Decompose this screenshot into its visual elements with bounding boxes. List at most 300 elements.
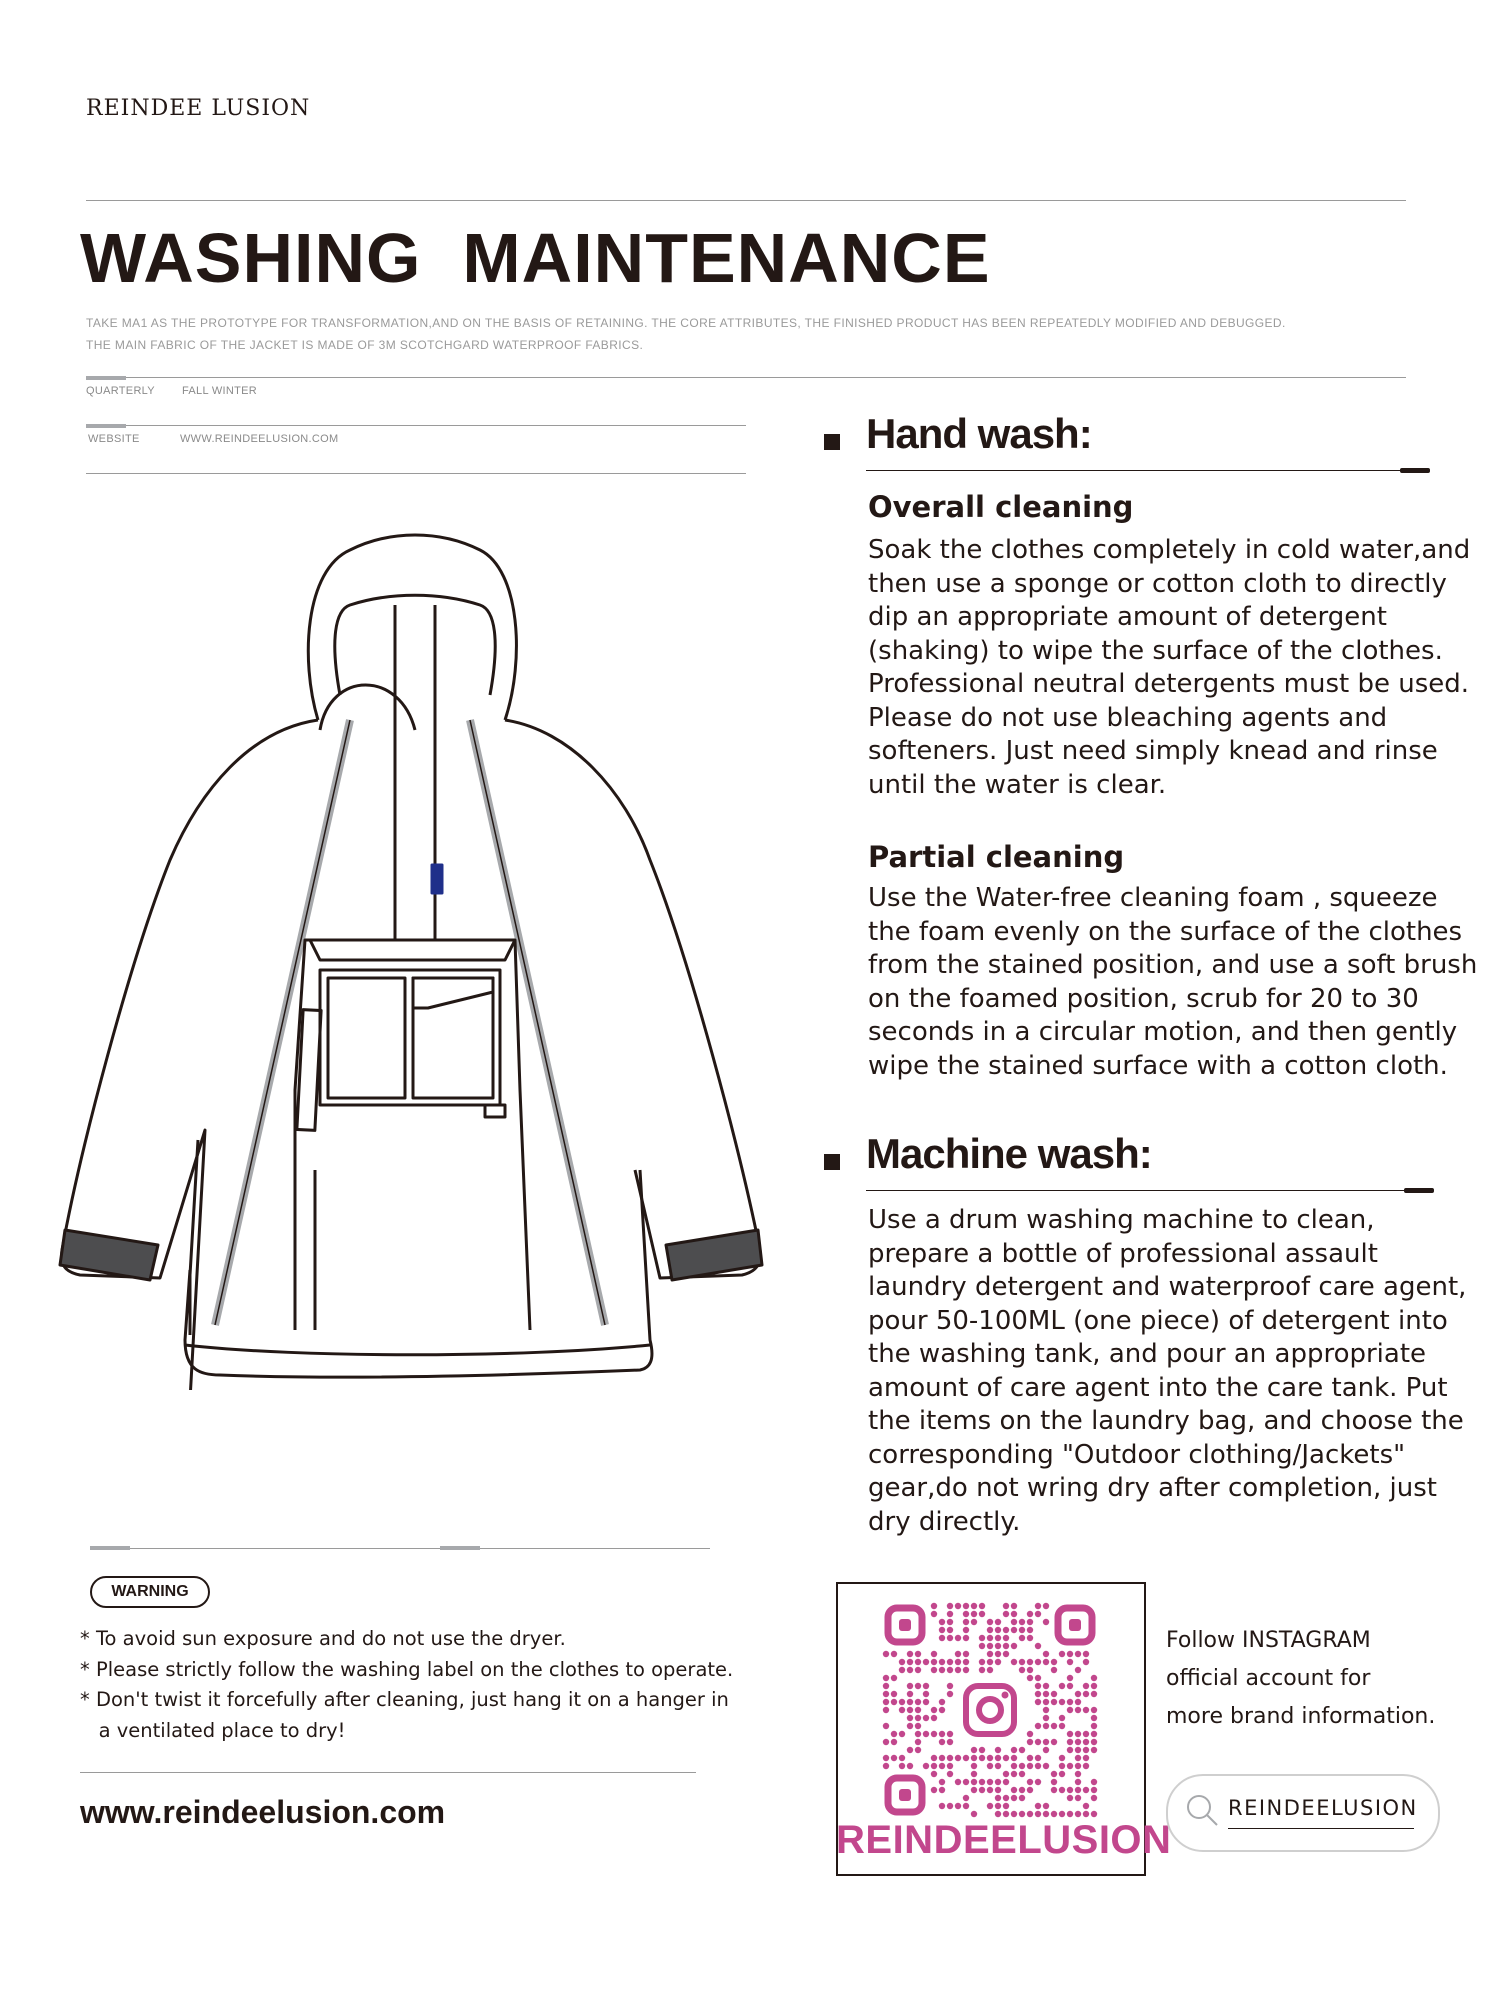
qr-dot [899, 1699, 905, 1705]
qr-dot [1019, 1627, 1025, 1633]
qr-dot [939, 1667, 945, 1673]
qr-dot [1019, 1635, 1025, 1641]
qr-dot [939, 1739, 945, 1745]
qr-dot [971, 1779, 977, 1785]
qr-dot [1027, 1755, 1033, 1761]
website-value: WWW.REINDEELUSION.COM [180, 433, 339, 445]
qr-dot [1091, 1811, 1097, 1817]
warning-item: * Don't twist it forcefully after cleaning, just hang it on a hanger in [80, 1688, 729, 1711]
website-label: WEBSITE [88, 433, 140, 445]
qr-dot [1003, 1755, 1009, 1761]
qr-dot [1003, 1651, 1009, 1657]
qr-dot [907, 1763, 913, 1769]
qr-dot [955, 1659, 961, 1665]
qr-dot [1003, 1635, 1009, 1641]
qr-dot [907, 1659, 913, 1665]
underline-end-mark [1400, 468, 1430, 473]
qr-dot [1067, 1707, 1073, 1713]
qr-dot [1019, 1795, 1025, 1801]
qr-dot [971, 1603, 977, 1609]
qr-dot [931, 1707, 937, 1713]
qr-dot [1043, 1803, 1049, 1809]
qr-dot [1091, 1675, 1097, 1681]
qr-dot [1091, 1715, 1097, 1721]
qr-dot [1011, 1627, 1017, 1633]
qr-dot [1003, 1771, 1009, 1777]
partial-cleaning-title: Partial cleaning [868, 840, 1125, 874]
qr-dot [1003, 1779, 1009, 1785]
qr-dot [1067, 1731, 1073, 1737]
qr-dot [883, 1707, 889, 1713]
qr-dot [891, 1699, 897, 1705]
qr-dot [979, 1779, 985, 1785]
qr-dot [1083, 1763, 1089, 1769]
qr-dot [1043, 1739, 1049, 1745]
qr-dot [1091, 1795, 1097, 1801]
meta-divider [86, 473, 746, 474]
qr-dot [1043, 1763, 1049, 1769]
qr-dot [947, 1619, 953, 1625]
qr-dot [1035, 1659, 1041, 1665]
qr-dot [931, 1763, 937, 1769]
qr-dot [1019, 1763, 1025, 1769]
qr-dot [1059, 1723, 1065, 1729]
qr-dot [939, 1635, 945, 1641]
qr-dot [883, 1651, 889, 1657]
qr-dot [907, 1683, 913, 1689]
qr-dot [1067, 1795, 1073, 1801]
qr-dot [987, 1659, 993, 1665]
qr-dot [1091, 1787, 1097, 1793]
qr-dot [915, 1699, 921, 1705]
qr-dot [1003, 1811, 1009, 1817]
qr-dot [1011, 1619, 1017, 1625]
qr-dot [915, 1747, 921, 1753]
qr-dot [995, 1795, 1001, 1801]
partial-cleaning-text: Use the Water-free cleaning foam , squeeze the foam evenly on the surface of the clothes from the stained position, and use a soft brush on the foamed position, scrub for 20 to 30 seconds in a circular motion, and then gently wipe the stained surface with a cotton cloth. [868, 883, 1478, 1081]
qr-dot [915, 1707, 921, 1713]
qr-dot [971, 1811, 977, 1817]
qr-dot [955, 1603, 961, 1609]
qr-dot [1083, 1691, 1089, 1697]
qr-dot [899, 1667, 905, 1673]
qr-dot [1011, 1659, 1017, 1665]
search-text: REINDEELUSION [1228, 1796, 1418, 1820]
qr-dot [1083, 1659, 1089, 1665]
qr-dot [971, 1755, 977, 1761]
qr-dot [1019, 1619, 1025, 1625]
qr-dot [963, 1795, 969, 1801]
search-icon [1182, 1790, 1222, 1830]
qr-dot [1091, 1707, 1097, 1713]
qr-dot [923, 1715, 929, 1721]
meta-tick [86, 424, 126, 428]
qr-dot [899, 1755, 905, 1761]
qr-dot [1075, 1771, 1081, 1777]
qr-dot [963, 1627, 969, 1633]
qr-dot [1035, 1675, 1041, 1681]
follow-line: official account for [1166, 1666, 1371, 1691]
quarterly-label: QUARTERLY [86, 385, 155, 397]
qr-dot [1027, 1779, 1033, 1785]
qr-dot [1091, 1723, 1097, 1729]
qr-dot [1067, 1747, 1073, 1753]
qr-dot [947, 1763, 953, 1769]
qr-dot [1083, 1731, 1089, 1737]
qr-dot [923, 1659, 929, 1665]
jacket-icon [50, 530, 780, 1390]
qr-dot [1011, 1763, 1017, 1769]
divider-tick [440, 1546, 480, 1550]
qr-dot [1043, 1723, 1049, 1729]
qr-dot [915, 1659, 921, 1665]
qr-dot [1035, 1643, 1041, 1649]
qr-dot [947, 1755, 953, 1761]
qr-dot [971, 1787, 977, 1793]
qr-dot [1075, 1811, 1081, 1817]
divider-tick [90, 1546, 130, 1550]
qr-dot [1051, 1787, 1057, 1793]
qr-dot [1083, 1755, 1089, 1761]
qr-dot [1027, 1675, 1033, 1681]
qr-dot [1075, 1779, 1081, 1785]
qr-dot [1051, 1691, 1057, 1697]
qr-dot [955, 1779, 961, 1785]
qr-dot [915, 1683, 921, 1689]
qr-dot [1027, 1731, 1033, 1737]
qr-dot [1067, 1659, 1073, 1665]
qr-dot [955, 1651, 961, 1657]
qr-dot [1067, 1739, 1073, 1745]
qr-dot [931, 1755, 937, 1761]
qr-dot [987, 1643, 993, 1649]
website-url[interactable]: www.reindeelusion.com [80, 1794, 446, 1830]
qr-dot [1059, 1755, 1065, 1761]
qr-dot [1091, 1683, 1097, 1689]
qr-dot [1003, 1603, 1009, 1609]
qr-dot [1091, 1731, 1097, 1737]
qr-dot [907, 1747, 913, 1753]
qr-dot [1035, 1723, 1041, 1729]
qr-dot [1043, 1683, 1049, 1689]
qr-dot [1075, 1691, 1081, 1697]
qr-dot [979, 1747, 985, 1753]
qr-dot [1011, 1643, 1017, 1649]
page-title: WASHING MAINTENANCE [80, 219, 991, 297]
qr-dot [1075, 1651, 1081, 1657]
qr-dot [979, 1603, 985, 1609]
qr-dot [923, 1683, 929, 1689]
qr-dot [883, 1723, 889, 1729]
qr-dot [1043, 1603, 1049, 1609]
qr-dot [947, 1667, 953, 1673]
qr-dot [1035, 1611, 1041, 1617]
qr-dot [891, 1675, 897, 1681]
qr-dot [1011, 1787, 1017, 1793]
qr-dot [1019, 1747, 1025, 1753]
qr-dot [1075, 1739, 1081, 1745]
qr-dot [987, 1763, 993, 1769]
qr-dot [963, 1635, 969, 1641]
qr-dot [1075, 1731, 1081, 1737]
qr-dot [1091, 1739, 1097, 1745]
qr-dot [987, 1651, 993, 1657]
qr-dot [1043, 1619, 1049, 1625]
qr-dot [987, 1627, 993, 1633]
qr-dot [1083, 1651, 1089, 1657]
qr-dot [1027, 1739, 1033, 1745]
qr-dot [1035, 1739, 1041, 1745]
bullet-square-icon [824, 434, 840, 450]
qr-dot [1019, 1771, 1025, 1777]
qr-dot [947, 1683, 953, 1689]
qr-dot [1019, 1811, 1025, 1817]
qr-dot [979, 1611, 985, 1617]
qr-dot [1011, 1603, 1017, 1609]
warning-divider [80, 1772, 696, 1773]
qr-dot [1075, 1755, 1081, 1761]
qr-dot [955, 1667, 961, 1673]
qr-dot [883, 1739, 889, 1745]
qr-dot [939, 1731, 945, 1737]
qr-dot [1075, 1763, 1081, 1769]
qr-dot [1051, 1771, 1057, 1777]
qr-dot [1091, 1691, 1097, 1697]
hand-wash-underline [866, 470, 1426, 471]
qr-dot [1075, 1795, 1081, 1801]
qr-dot [1043, 1659, 1049, 1665]
qr-dot [963, 1667, 969, 1673]
warning-item: * Please strictly follow the washing label on the clothes to operate. [80, 1657, 734, 1681]
qr-dot [1011, 1771, 1017, 1777]
qr-dot [971, 1611, 977, 1617]
bullet-square-icon [824, 1154, 840, 1170]
qr-dot [907, 1691, 913, 1697]
qr-dot [1035, 1803, 1041, 1809]
qr-dot [1059, 1715, 1065, 1721]
section-divider [90, 1548, 710, 1549]
qr-dot [1027, 1763, 1033, 1769]
qr-dot [995, 1643, 1001, 1649]
intro-line-1: TAKE MA1 AS THE PROTOTYPE FOR TRANSFORMATION,AND ON THE BASIS OF RETAINING. THE CORE ATTRIBUTES, THE FINISHED PRODUCT HAS BEEN REPEATEDLY MODIFIED AND DEBUGGED. [86, 316, 1286, 330]
qr-dot [963, 1611, 969, 1617]
qr-dot [891, 1739, 897, 1745]
qr-dot [915, 1651, 921, 1657]
qr-brand-label: REINDEELUSION [836, 1818, 1172, 1862]
qr-dot [1075, 1787, 1081, 1793]
qr-code[interactable] [880, 1600, 1100, 1820]
qr-dot [947, 1635, 953, 1641]
qr-dot [955, 1635, 961, 1641]
meta-tick [86, 376, 126, 380]
qr-dot [931, 1651, 937, 1657]
qr-dot [979, 1755, 985, 1761]
warning-badge: WARNING [90, 1576, 210, 1608]
qr-dot [1035, 1763, 1041, 1769]
qr-dot [1043, 1715, 1049, 1721]
qr-dot [931, 1667, 937, 1673]
qr-dot [1083, 1707, 1089, 1713]
qr-dot [1067, 1763, 1073, 1769]
qr-dot [1043, 1691, 1049, 1697]
qr-dot [1091, 1747, 1097, 1753]
qr-dot [1003, 1627, 1009, 1633]
machine-wash-heading: Machine wash: [866, 1130, 1152, 1177]
machine-wash-text: Use a drum washing machine to clean, prepare a bottle of professional assault laundry detergent and waterproof care agent, pour 50-100ML (one piece) of detergent into the washing tank, and pour an appropriate amount of care agent into the care tank. Put the items on the laundry bag, and choose the corresponding "Outdoor clothing/Jackets" gear,do not wring dry after completion, just dry directly. [868, 1205, 1467, 1537]
qr-dot [931, 1787, 937, 1793]
qr-dot [939, 1619, 945, 1625]
qr-dot [883, 1675, 889, 1681]
qr-dot [987, 1619, 993, 1625]
qr-dot [907, 1715, 913, 1721]
qr-dot [1059, 1787, 1065, 1793]
qr-dot [979, 1787, 985, 1793]
qr-dot [971, 1747, 977, 1753]
qr-dot [995, 1803, 1001, 1809]
qr-dot [947, 1627, 953, 1633]
qr-dot [915, 1739, 921, 1745]
qr-dot [915, 1667, 921, 1673]
qr-dot [939, 1787, 945, 1793]
qr-dot [1019, 1659, 1025, 1665]
qr-dot [1027, 1787, 1033, 1793]
qr-dot [995, 1659, 1001, 1665]
qr-dot [1011, 1811, 1017, 1817]
qr-dot [915, 1723, 921, 1729]
warning-item: a ventilated place to dry! [80, 1718, 346, 1742]
qr-dot [947, 1731, 953, 1737]
qr-dot [939, 1707, 945, 1713]
qr-dot [995, 1627, 1001, 1633]
qr-dot [1059, 1811, 1065, 1817]
quarterly-value: FALL WINTER [182, 385, 258, 397]
qr-dot [931, 1715, 937, 1721]
qr-dot [971, 1763, 977, 1769]
qr-dot [883, 1755, 889, 1761]
qr-dot [899, 1731, 905, 1737]
qr-dot [947, 1739, 953, 1745]
overall-cleaning-title: Overall cleaning [868, 490, 1134, 524]
qr-dot [1067, 1651, 1073, 1657]
qr-dot [899, 1659, 905, 1665]
qr-dot [915, 1715, 921, 1721]
qr-dot [1027, 1627, 1033, 1633]
qr-dot [883, 1683, 889, 1689]
qr-dot [1011, 1611, 1017, 1617]
qr-dot [1051, 1667, 1057, 1673]
qr-dot [1051, 1723, 1057, 1729]
qr-dot [979, 1667, 985, 1673]
qr-dot [995, 1619, 1001, 1625]
qr-dot [947, 1691, 953, 1697]
qr-dot [923, 1731, 929, 1737]
qr-dot [979, 1635, 985, 1641]
qr-dot [1067, 1699, 1073, 1705]
underline-end-mark [1404, 1188, 1434, 1193]
qr-dot [995, 1811, 1001, 1817]
qr-dot [891, 1651, 897, 1657]
instagram-icon [962, 1682, 1018, 1738]
qr-dot [947, 1771, 953, 1777]
qr-dot [947, 1611, 953, 1617]
machine-wash-underline [866, 1190, 1426, 1191]
qr-dot [995, 1755, 1001, 1761]
qr-dot [979, 1643, 985, 1649]
qr-dot [899, 1763, 905, 1769]
warning-list [80, 1624, 760, 1746]
qr-dot [1067, 1787, 1073, 1793]
qr-dot [1027, 1811, 1033, 1817]
qr-dot [963, 1755, 969, 1761]
qr-dot [955, 1755, 961, 1761]
qr-dot [1035, 1603, 1041, 1609]
qr-dot [995, 1779, 1001, 1785]
qr-dot [931, 1603, 937, 1609]
qr-dot [1051, 1739, 1057, 1745]
qr-dot [939, 1699, 945, 1705]
qr-dot [1059, 1699, 1065, 1705]
qr-dot [963, 1619, 969, 1625]
qr-dot [923, 1763, 929, 1769]
meta-divider [86, 425, 746, 426]
qr-dot [1083, 1683, 1089, 1689]
qr-dot [995, 1651, 1001, 1657]
qr-dot [907, 1723, 913, 1729]
qr-dot [971, 1771, 977, 1777]
qr-dot [1067, 1811, 1073, 1817]
qr-dot [1059, 1683, 1065, 1689]
qr-dot [971, 1619, 977, 1625]
qr-dot [931, 1659, 937, 1665]
hand-wash-heading: Hand wash: [866, 410, 1092, 457]
qr-dot [1083, 1747, 1089, 1753]
qr-dot [995, 1787, 1001, 1793]
qr-dot [963, 1603, 969, 1609]
qr-dot [963, 1651, 969, 1657]
qr-dot [1011, 1795, 1017, 1801]
qr-dot [1051, 1811, 1057, 1817]
qr-dot [947, 1659, 953, 1665]
overall-cleaning-text: Soak the clothes completely in cold water,and then use a sponge or cotton cloth to directly dip an appropriate amount of detergent (shaking) to wipe the surface of the clothes. Professional neutral detergents must be used. Please do not use bleaching agents and softeners. Just need simply knead and rinse until the water is clear. [868, 535, 1471, 800]
qr-dot [963, 1659, 969, 1665]
qr-dot [1035, 1683, 1041, 1689]
qr-dot [1059, 1763, 1065, 1769]
qr-dot [1003, 1611, 1009, 1617]
qr-dot [979, 1659, 985, 1665]
qr-dot [1035, 1779, 1041, 1785]
qr-dot [1027, 1619, 1033, 1625]
qr-dot [1075, 1667, 1081, 1673]
qr-dot [939, 1779, 945, 1785]
qr-dot [947, 1603, 953, 1609]
qr-dot [987, 1635, 993, 1641]
follow-line: more brand information. [1166, 1704, 1436, 1729]
qr-dot [1043, 1699, 1049, 1705]
qr-dot [899, 1707, 905, 1713]
qr-dot [907, 1707, 913, 1713]
qr-dot [891, 1691, 897, 1697]
qr-dot [907, 1651, 913, 1657]
top-divider [86, 200, 1406, 201]
qr-dot [1003, 1643, 1009, 1649]
qr-dot [1035, 1811, 1041, 1817]
qr-dot [1043, 1747, 1049, 1753]
brand-name: REINDEE LUSION [86, 96, 311, 121]
qr-dot [987, 1787, 993, 1793]
qr-dot [1043, 1811, 1049, 1817]
qr-dot [1027, 1611, 1033, 1617]
qr-dot [1051, 1699, 1057, 1705]
